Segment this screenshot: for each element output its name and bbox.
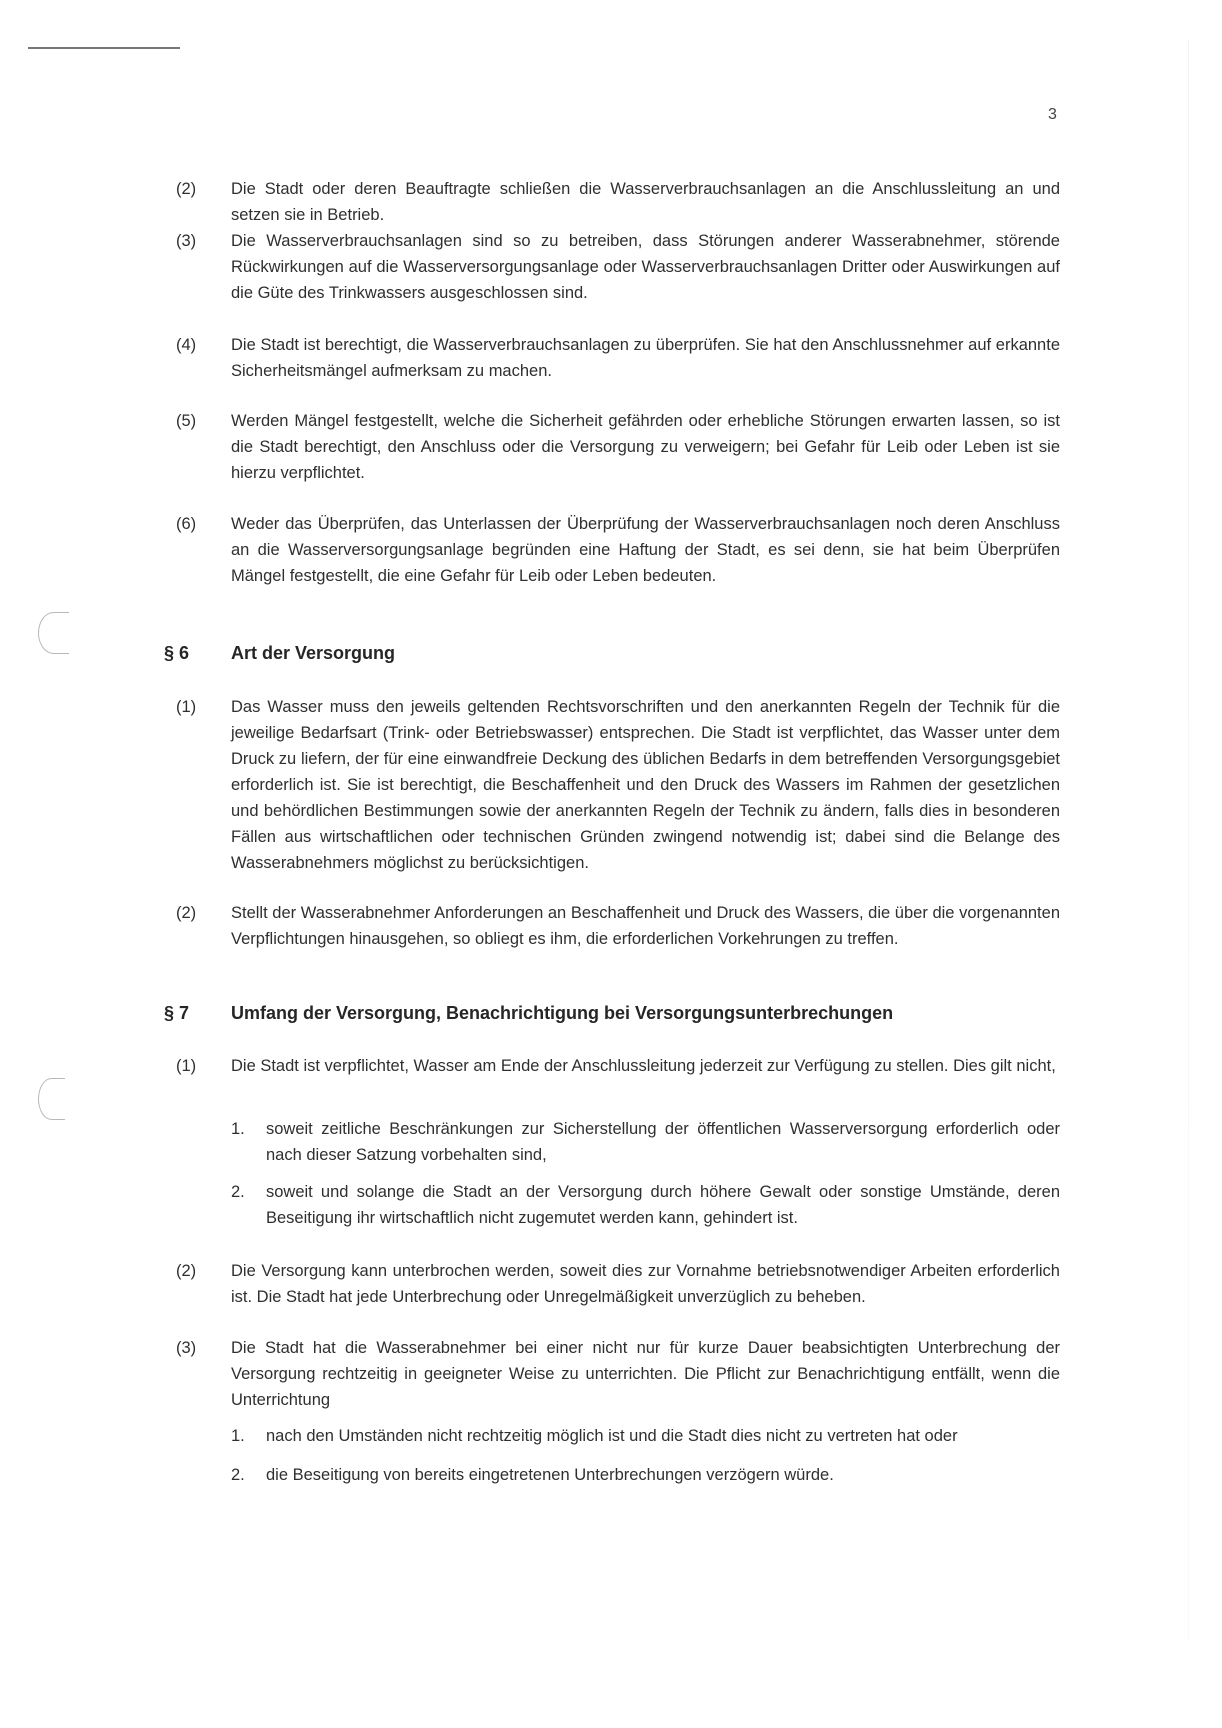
list-item-text: soweit und solange die Stadt an der Versorgung durch höhere Gewalt oder sonstige Umstände, deren Beseitigung ihr wirtschaftlich nicht zugemutet werden kann, gehindert ist. xyxy=(266,1183,1060,1227)
paragraph-number: (3) xyxy=(176,1339,197,1357)
list-item-number: 1. xyxy=(231,1427,245,1445)
paragraph-number: (5) xyxy=(176,412,197,430)
section-number: § 6 xyxy=(164,643,190,663)
paragraph-text: Die Stadt oder deren Beauftragte schließen die Wasserverbrauchsanlagen an die Anschlussleitung an und setzen sie in Betrieb. xyxy=(231,180,1060,224)
paragraph-text: Die Wasserverbrauchsanlagen sind so zu betreiben, dass Störungen anderer Wasserabnehmer, störende Rückwirkungen auf die Wasserversorgungsanlage oder Wasserverbrauchsanlagen Dritter oder Auswirkungen auf die Güte des Trinkwassers ausgeschlossen sind. xyxy=(231,232,1060,302)
punch-hole-mark xyxy=(38,612,69,654)
section-title: Umfang der Versorgung, Benachrichtigung bei Versorgungsunterbrechungen xyxy=(231,1003,894,1023)
page-number: 3 xyxy=(1048,106,1057,123)
top-left-rule xyxy=(28,47,180,49)
paragraph-text: Weder das Überprüfen, das Unterlassen der Überprüfung der Wasserverbrauchsanlagen noch deren Anschluss an die Wasserversorgungsanlage begründen eine Haftung der Stadt, es sei denn, sie hat beim Überprüfen Mängel festgestellt, die eine Gefahr für Leib oder Leben bedeuten. xyxy=(231,515,1060,585)
scan-edge xyxy=(1188,40,1189,1640)
paragraph-text: Werden Mängel festgestellt, welche die Sicherheit gefährden oder erhebliche Störungen erwarten lassen, so ist die Stadt berechtigt, den Anschluss oder die Versorgung zu verweigern; bei Gefahr für Leib oder Leben ist sie hierzu verpflichtet. xyxy=(231,412,1060,482)
section-title: Art der Versorgung xyxy=(231,643,396,663)
list-item-text: die Beseitigung von bereits eingetretenen Unterbrechungen verzögern würde. xyxy=(266,1466,834,1484)
list-item-number: 2. xyxy=(231,1466,245,1484)
paragraph-number: (1) xyxy=(176,698,197,716)
punch-hole-mark xyxy=(38,1078,65,1120)
paragraph-text: Stellt der Wasserabnehmer Anforderungen an Beschaffenheit und Druck des Wassers, die über die vorgenannten Verpflichtungen hinausgehen, so obliegt es ihm, die erforderlichen Vorkehrungen zu treffen. xyxy=(231,904,1060,948)
paragraph-text: Das Wasser muss den jeweils geltenden Rechtsvorschriften und den anerkannten Regeln der Technik für die jeweilige Bedarfsart (Trink- oder Betriebswasser) entsprechen. Die Stadt ist verpflichtet, das Wasser unter dem Druck zu liefern, der für eine einwandfreie Deckung des üblichen Bedarfs in dem betreffenden Versorgungsgebiet erforderlich ist. Sie ist berechtigt, die Beschaffenheit und den Druck des Wassers im Rahmen der gesetzlichen und behördlichen Bestimmungen sowie der anerkannten Regeln der Technik zu ändern, falls dies in besonderen Fällen aus wirtschaftlichen oder technischen Gründen zwingend notwendig ist; dabei sind die Belange des Wasserabnehmers möglichst zu berücksichtigen. xyxy=(231,698,1060,872)
section-number: § 7 xyxy=(164,1003,190,1023)
paragraph-text: Die Stadt hat die Wasserabnehmer bei einer nicht nur für kurze Dauer beabsichtigten Unterbrechung der Versorgung rechtzeitig in geeigneter Weise zu unterrichten. Die Pflicht zur Benachrichtigung entfällt, wenn die Unterrichtung xyxy=(231,1339,1060,1409)
paragraph-number: (2) xyxy=(176,1262,197,1280)
list-item-number: 1. xyxy=(231,1120,245,1138)
paragraph-number: (2) xyxy=(176,904,197,922)
paragraph-text: Die Versorgung kann unterbrochen werden, soweit dies zur Vornahme betriebsnotwendiger Arbeiten erforderlich ist. Die Stadt hat jede Unterbrechung oder Unregelmäßigkeit unverzüglich zu beheben. xyxy=(231,1262,1060,1306)
list-item-text: soweit zeitliche Beschränkungen zur Sicherstellung der öffentlichen Wasserversorgung erforderlich oder nach dieser Satzung vorbehalten sind, xyxy=(266,1120,1060,1164)
paragraph-number: (4) xyxy=(176,336,197,354)
list-item-text: nach den Umständen nicht rechtzeitig möglich ist und die Stadt dies nicht zu vertreten hat oder xyxy=(266,1427,958,1445)
list-item-number: 2. xyxy=(231,1183,245,1201)
paragraph-text: Die Stadt ist berechtigt, die Wasserverbrauchsanlagen zu überprüfen. Sie hat den Anschlussnehmer auf erkannte Sicherheitsmängel aufmerksam zu machen. xyxy=(231,336,1060,380)
paragraph-number: (3) xyxy=(176,232,197,250)
paragraph-number: (1) xyxy=(176,1057,197,1075)
paragraph-number: (2) xyxy=(176,180,197,198)
paragraph-text: Die Stadt ist verpflichtet, Wasser am Ende der Anschlussleitung jederzeit zur Verfügung zu stellen. Dies gilt nicht, xyxy=(231,1057,1056,1075)
paragraph-number: (6) xyxy=(176,515,197,533)
